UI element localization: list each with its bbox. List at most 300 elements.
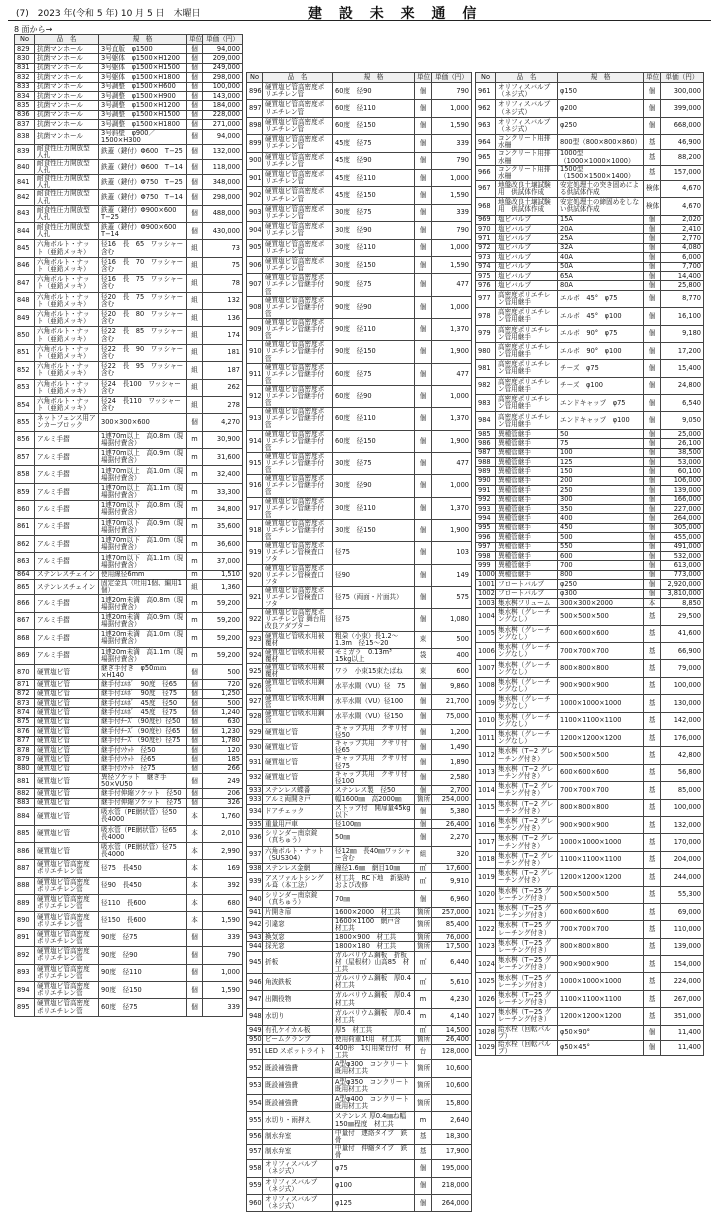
item-name: 塩ビバルブ — [496, 225, 558, 234]
item-no: 844 — [15, 223, 35, 240]
item-price: 1,200 — [432, 725, 472, 740]
item-unit: 検体 — [644, 180, 661, 197]
table-row — [247, 1129, 472, 1144]
item-unit: 個 — [644, 253, 661, 262]
item-name: 抗菌マンホール — [35, 82, 99, 91]
item-unit: 個 — [644, 360, 661, 377]
item-unit: 個 — [644, 215, 661, 224]
item-no: 866 — [15, 595, 35, 612]
item-no: 958 — [247, 1160, 263, 1177]
item-unit: 個 — [644, 290, 661, 307]
item-no: 921 — [247, 586, 263, 608]
table-row — [247, 341, 472, 363]
item-name: 硬質塩ビ管 — [35, 664, 99, 679]
item-price: 1,590 — [432, 117, 472, 134]
item-unit: 基 — [644, 660, 661, 677]
item-price: 18,300 — [432, 1129, 472, 1144]
table-row — [476, 551, 704, 560]
item-no: 869 — [15, 647, 35, 664]
item-name: 制水弁室 — [263, 1144, 333, 1159]
item-spec: 使用荷重1t用 材工共 — [333, 1035, 415, 1044]
table-row — [476, 589, 704, 598]
item-unit: 個 — [644, 580, 661, 589]
col-unit: 単位 — [415, 73, 432, 83]
item-unit: m — [187, 570, 203, 579]
item-no: 941 — [247, 908, 263, 917]
item-no: 858 — [15, 466, 35, 483]
item-price: 305,000 — [661, 523, 704, 532]
item-name: フロートバルブ — [496, 580, 558, 589]
table-row — [247, 169, 472, 186]
item-spec: 鉄蓋（鍵付）Φ600 T−14 — [99, 159, 187, 174]
item-no: 836 — [15, 110, 35, 119]
item-price: 1,370 — [432, 408, 472, 430]
table-row — [15, 736, 243, 745]
table-row — [247, 819, 472, 828]
item-unit: 個 — [644, 439, 661, 448]
table-row — [247, 755, 472, 770]
item-unit: 組 — [187, 275, 203, 292]
item-spec: 350 — [558, 504, 644, 513]
item-unit: 本 — [187, 825, 203, 842]
item-name: アルミ手摺 — [35, 612, 99, 629]
item-price: 455,000 — [661, 533, 704, 542]
item-name: 硬質塩ビ管高密度ポリエチレン管継手付管 — [263, 452, 333, 474]
table-row — [15, 414, 243, 431]
item-price: 1,490 — [432, 740, 472, 755]
item-price: 720 — [203, 680, 243, 689]
item-name: 異種管継手 — [496, 570, 558, 579]
item-no: 873 — [15, 698, 35, 707]
table-row — [247, 609, 472, 631]
item-spec: ステンレス製 径50 — [333, 785, 415, 794]
item-name: 硬質塩ビ管吸水用鋼管 — [263, 694, 333, 709]
item-price: 351,000 — [661, 1008, 704, 1025]
item-name: 重量用戸車 — [263, 819, 333, 828]
item-unit: 基 — [644, 608, 661, 625]
item-price: 118,000 — [203, 159, 243, 174]
item-name: 塩ビバルブ — [496, 215, 558, 224]
item-name: 集水桝（グレーチングなし） — [496, 677, 558, 694]
item-name: 硬質塩ビ管高密度ポリエチレン管継手付管 — [263, 519, 333, 541]
table-row — [15, 144, 243, 159]
item-spec: 60度 径150 — [333, 430, 415, 452]
item-spec: 径75 — [333, 542, 415, 564]
item-name: 硬質塩ビ管 — [35, 842, 99, 859]
table-row — [15, 466, 243, 483]
item-no: 924 — [247, 648, 263, 663]
item-no: 1008 — [476, 677, 496, 694]
item-price: 143,000 — [203, 91, 243, 100]
item-spec: A型φ400 コンクリート既用材工共 — [333, 1094, 415, 1111]
table-row — [247, 1008, 472, 1025]
table-row — [15, 240, 243, 257]
item-no: 929 — [247, 725, 263, 740]
item-no: 1015 — [476, 799, 496, 816]
item-no: 904 — [247, 222, 263, 239]
item-price: 399,000 — [661, 100, 704, 117]
table-row — [15, 63, 243, 72]
item-unit: 本 — [187, 912, 203, 929]
item-no: 984 — [476, 412, 496, 429]
item-name: 硬質塩ビ管高密度ポリエチレン管 — [263, 152, 333, 169]
item-no: 1029 — [476, 1040, 496, 1055]
item-price: 14,400 — [661, 271, 704, 280]
item-spec: 異径ソケット 継ぎ手50×VU50 — [99, 774, 187, 789]
table-row — [247, 83, 472, 100]
item-unit: 個 — [415, 725, 432, 740]
item-price: 298,000 — [203, 190, 243, 205]
table-row — [247, 679, 472, 694]
item-name: 塩ビバルブ — [496, 271, 558, 280]
item-no: 850 — [15, 327, 35, 344]
table-row — [476, 395, 704, 412]
table-row — [15, 825, 243, 842]
item-no: 892 — [15, 947, 35, 964]
table-row — [15, 774, 243, 789]
item-spec: 1連70m以上 高0.9m（現場据付費含） — [99, 449, 187, 466]
item-spec: 1100×1100×1100 — [558, 851, 644, 868]
item-no: 1013 — [476, 764, 496, 781]
item-spec: 径90 長450 — [99, 877, 187, 894]
item-price: 244,000 — [661, 869, 704, 886]
item-no: 872 — [15, 689, 35, 698]
item-name: 給水栓（回転パルプ） — [496, 1040, 558, 1055]
item-unit: 基 — [644, 956, 661, 973]
item-unit: 個 — [644, 458, 661, 467]
item-unit: 個 — [187, 129, 203, 144]
item-unit: 個 — [415, 117, 432, 134]
item-price: 185 — [203, 755, 243, 764]
table-row — [476, 660, 704, 677]
item-name: 硬質塩ビ管高密度ポリエチレン管検査口フタ — [263, 586, 333, 608]
item-price: 75,000 — [432, 709, 472, 724]
item-no: 1005 — [476, 625, 496, 642]
item-spec: 使用線径6mm — [99, 570, 187, 579]
item-no: 981 — [476, 360, 496, 377]
item-unit: 個 — [415, 819, 432, 828]
item-unit: 個 — [415, 452, 432, 474]
item-no: 886 — [15, 842, 35, 859]
table-row — [247, 363, 472, 385]
item-no: 968 — [476, 198, 496, 215]
item-no: 978 — [476, 308, 496, 325]
item-spec: エルボ 90° φ75 — [558, 325, 644, 342]
item-price: 326 — [203, 798, 243, 807]
item-price: 4,270 — [203, 414, 243, 431]
item-price: 2,640 — [432, 1112, 472, 1129]
col-unit: 単位 — [187, 35, 203, 45]
item-name: 地盤改良土壌試験用 供試体作成 — [496, 198, 558, 215]
item-price: 264,000 — [432, 1194, 472, 1211]
item-price: 1,760 — [203, 808, 243, 825]
item-unit: 個 — [187, 727, 203, 736]
item-unit: 箇所 — [415, 917, 432, 932]
item-unit: 個 — [644, 262, 661, 271]
item-spec: 300×300×600 — [99, 414, 187, 431]
item-no: 1010 — [476, 712, 496, 729]
table-row — [247, 256, 472, 273]
item-name: LED スポットライト — [263, 1044, 333, 1059]
item-unit: ㎡ — [415, 1026, 432, 1035]
item-name: 硬質塩ビ管 — [35, 808, 99, 825]
item-name: 六角ボルト・ナット（亜鉛メッキ） — [35, 362, 99, 379]
table-row — [15, 91, 243, 100]
item-unit: 個 — [187, 144, 203, 159]
item-no: 951 — [247, 1044, 263, 1059]
item-spec: 鉄蓋（鍵付）Φ900×600 T−25 — [99, 205, 187, 222]
item-no: 990 — [476, 476, 496, 485]
item-unit: 基 — [644, 747, 661, 764]
item-no: 875 — [15, 717, 35, 726]
item-no: 1012 — [476, 747, 496, 764]
item-price: 8,770 — [661, 290, 704, 307]
item-no: 960 — [247, 1194, 263, 1211]
item-unit: 個 — [415, 519, 432, 541]
item-spec: 90度 径75 — [333, 274, 415, 296]
item-spec: 1800×900 材工共 — [333, 932, 415, 941]
item-unit: 個 — [644, 243, 661, 252]
item-no: 837 — [15, 120, 35, 129]
item-no: 1003 — [476, 598, 496, 607]
item-no: 898 — [247, 117, 263, 134]
item-no: 970 — [476, 225, 496, 234]
item-no: 909 — [247, 318, 263, 340]
table-row — [476, 782, 704, 799]
item-unit: 個 — [187, 764, 203, 773]
table-row — [15, 309, 243, 326]
item-no: 995 — [476, 523, 496, 532]
item-no: 933 — [247, 795, 263, 804]
table-row — [476, 570, 704, 579]
item-no: 848 — [15, 292, 35, 309]
item-price: 128,000 — [432, 1044, 472, 1059]
item-price: 79,000 — [661, 660, 704, 677]
item-no: 1026 — [476, 990, 496, 1007]
item-spec: 1000型（1000×1000×1000） — [558, 150, 644, 165]
item-unit: 個 — [187, 798, 203, 807]
item-price: 55,300 — [661, 886, 704, 903]
item-price: 41,600 — [661, 625, 704, 642]
item-spec: 30度 径110 — [333, 239, 415, 256]
item-price: 139,000 — [661, 938, 704, 955]
item-no: 900 — [247, 152, 263, 169]
item-no: 896 — [247, 83, 263, 100]
table-row — [15, 101, 243, 110]
item-unit: 個 — [187, 45, 203, 54]
item-unit: 個 — [644, 377, 661, 394]
item-spec: 600 — [558, 551, 644, 560]
col-name: 品 名 — [35, 35, 99, 45]
table-row — [247, 318, 472, 340]
item-spec: 1200×1200×1200 — [558, 730, 644, 747]
table-row — [15, 205, 243, 222]
item-spec: 30度 径150 — [333, 519, 415, 541]
item-name: 硬質塩ビ管高密度ポリエチレン管 — [263, 239, 333, 256]
item-unit: 個 — [187, 929, 203, 946]
item-price: 17,600 — [432, 864, 472, 873]
table-row — [247, 1094, 472, 1111]
item-no: 1020 — [476, 886, 496, 903]
item-no: 982 — [476, 377, 496, 394]
item-price: 78 — [203, 275, 243, 292]
item-no: 999 — [476, 561, 496, 570]
item-no: 976 — [476, 281, 496, 290]
item-spec: キャップ共用 クサリ付 径75 — [333, 755, 415, 770]
item-unit: 個 — [187, 717, 203, 726]
item-unit: 個 — [187, 190, 203, 205]
table-row — [476, 281, 704, 290]
item-price: 2,700 — [432, 785, 472, 794]
item-spec: エルボ 90° φ100 — [558, 342, 644, 359]
item-name: 角波鉄板 — [263, 973, 333, 990]
item-name: 集水桝（T−25 グレーチング付き） — [496, 1008, 558, 1025]
table-row — [15, 257, 243, 274]
item-unit: 個 — [644, 504, 661, 513]
item-no: 1025 — [476, 973, 496, 990]
item-name: オリフィスバルブ（ネジ式） — [496, 100, 558, 117]
item-spec: A型φ300 コンクリート既用材工共 — [333, 1060, 415, 1077]
table-row — [247, 942, 472, 951]
item-name: オリフィスバルブ（ネジ式） — [263, 1177, 333, 1194]
item-no: 884 — [15, 808, 35, 825]
item-name: 硬質塩ビ管 — [35, 727, 99, 736]
item-price: 3,810,000 — [661, 589, 704, 598]
item-no: 974 — [476, 262, 496, 271]
item-spec: 3号躯体 φ1500×H1500 — [99, 63, 187, 72]
item-name: 折板 — [263, 951, 333, 973]
item-price: 254,000 — [432, 795, 472, 804]
table-row — [476, 325, 704, 342]
item-name: 硬質塩ビ管高密度ポリエチレン管 — [263, 256, 333, 273]
table-row — [15, 595, 243, 612]
item-price: 56,800 — [661, 764, 704, 781]
item-spec: 継ぎ手付き φ50ｍｍ×H140 — [99, 664, 187, 679]
item-price: 1,080 — [432, 609, 472, 631]
item-no: 993 — [476, 504, 496, 513]
item-unit: 個 — [415, 408, 432, 430]
item-unit: 組 — [187, 362, 203, 379]
item-spec: φ200 — [558, 100, 644, 117]
item-unit: 組 — [187, 580, 203, 595]
item-name: 硬質塩ビ管吸水用鋼管 — [263, 709, 333, 724]
table-row — [247, 385, 472, 407]
item-price: 26,100 — [661, 439, 704, 448]
table-row — [247, 408, 472, 430]
table-row — [247, 648, 472, 663]
item-name: ネットフェンス用アンカーブロック — [35, 414, 99, 431]
item-unit: 個 — [415, 1177, 432, 1194]
item-price: 37,000 — [203, 553, 243, 570]
item-name: アルミ手摺 — [35, 483, 99, 500]
item-spec: 1200×1200×1200 — [558, 869, 644, 886]
table-row — [247, 694, 472, 709]
table-row — [476, 598, 704, 607]
item-unit: 個 — [187, 91, 203, 100]
item-price: 680 — [203, 895, 243, 912]
header-rule — [8, 20, 711, 21]
item-unit: 個 — [415, 1194, 432, 1211]
item-no: 988 — [476, 458, 496, 467]
item-no: 905 — [247, 239, 263, 256]
item-name: 六角ボルト・ナット（亜鉛メッキ） — [35, 344, 99, 361]
item-name: アルミ両開き戸 — [263, 795, 333, 804]
table-row — [15, 82, 243, 91]
item-no: 949 — [247, 1026, 263, 1035]
item-spec: 1100×1100×1100 — [558, 990, 644, 1007]
table-row — [15, 745, 243, 754]
item-no: 987 — [476, 448, 496, 457]
item-spec: 1000×1000×1000 — [558, 834, 644, 851]
item-unit: 箇所 — [415, 1035, 432, 1044]
item-name: 硬質塩ビ管高密度ポリエチレン管継手付管 — [263, 274, 333, 296]
item-price: 85,400 — [432, 917, 472, 932]
item-unit: 箇所 — [415, 908, 432, 917]
table-row — [15, 929, 243, 946]
item-no: 980 — [476, 342, 496, 359]
table-row — [476, 542, 704, 551]
item-unit: ㎡ — [415, 973, 432, 990]
table-row — [476, 523, 704, 532]
item-unit: 個 — [644, 412, 661, 429]
item-name: 異種管継手 — [496, 542, 558, 551]
item-name: 硬質塩ビ管吸水用鋼管 — [263, 679, 333, 694]
item-no: 871 — [15, 680, 35, 689]
item-spec: 継手付ﾁｰｽﾞ（90度ｾ）径50 — [99, 717, 187, 726]
item-spec: 継手付ｿｹｯﾄ 径65 — [99, 755, 187, 764]
table-row — [15, 947, 243, 964]
item-no: 870 — [15, 664, 35, 679]
item-no: 839 — [15, 144, 35, 159]
table-row — [15, 292, 243, 309]
item-no: 944 — [247, 942, 263, 951]
item-price: 1,000 — [432, 475, 472, 497]
item-name: 集水桝（グレーチングなし） — [496, 712, 558, 729]
item-no: 908 — [247, 296, 263, 318]
item-name: 硬質塩ビ管高密度ポリエチレン管検査口フタ — [263, 564, 333, 586]
table-row — [15, 982, 243, 999]
table-row — [15, 327, 243, 344]
table-row — [476, 1008, 704, 1025]
item-price: 491,000 — [661, 542, 704, 551]
item-unit: 基 — [644, 938, 661, 955]
item-price: 348,000 — [203, 175, 243, 190]
item-price: 4,080 — [661, 243, 704, 252]
item-unit: 個 — [644, 467, 661, 476]
item-no: 854 — [15, 396, 35, 413]
item-no: 998 — [476, 551, 496, 560]
item-no: 883 — [15, 798, 35, 807]
item-name: 硬質塩ビ管 — [35, 689, 99, 698]
item-name: 集水桝（T−25 グレーチング付き） — [496, 973, 558, 990]
item-no: 894 — [15, 982, 35, 999]
table-row — [15, 396, 243, 413]
item-spec: 30度 径150 — [333, 256, 415, 273]
item-name: 集水桝（T−2 グレーチング付き） — [496, 869, 558, 886]
item-name: 硬質塩ビ管 — [35, 698, 99, 707]
item-price: 42,800 — [661, 747, 704, 764]
item-name: 出隅役物 — [263, 991, 333, 1008]
table-row — [476, 504, 704, 513]
item-unit: 基 — [644, 782, 661, 799]
price-table-2 — [246, 72, 472, 1212]
item-spec: 800×800×800 — [558, 660, 644, 677]
item-spec: 吸水管（PE網状管）径75 長4000 — [99, 842, 187, 859]
item-no: 996 — [476, 533, 496, 542]
newspaper-title: 建 設 未 来 通 信 — [308, 6, 483, 22]
item-name: 高密度ポリエチレン管用継手 — [496, 342, 558, 359]
item-no: 957 — [247, 1144, 263, 1159]
